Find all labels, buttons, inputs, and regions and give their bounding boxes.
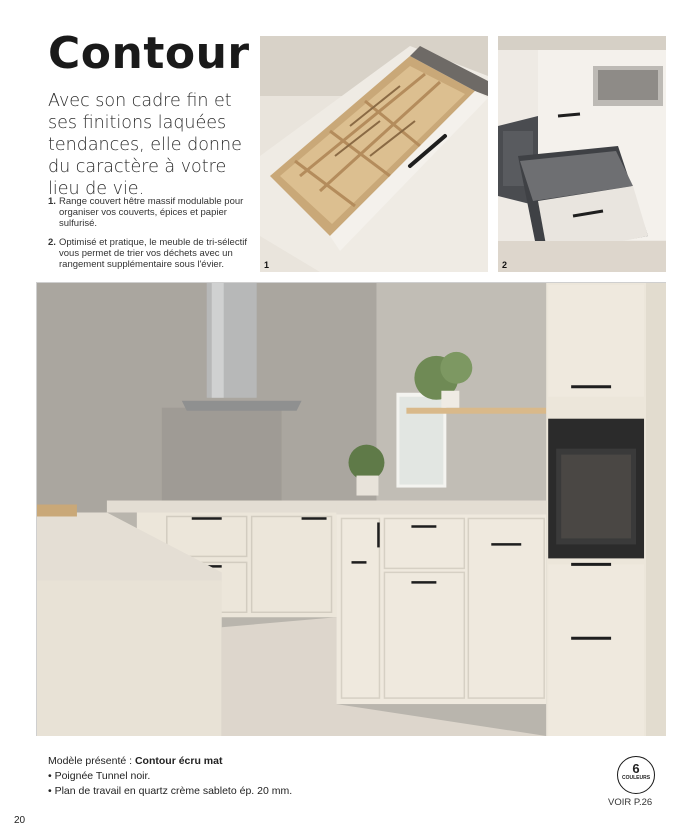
colors-badge [617, 756, 655, 794]
feature-text: Optimisé et pratique, le meuble de tri-sélectif vous permet de trier vos déchets avec un rangement supplémentaire sous l'évier. [59, 237, 247, 270]
feature-item [48, 237, 258, 270]
feature-list [48, 196, 258, 278]
feature-number: 1. [48, 196, 56, 207]
caption-bullet: • Poignée Tunnel noir. [48, 770, 151, 782]
feature-number: 2. [48, 237, 56, 248]
photo-number: 1 [264, 260, 270, 270]
photo-waste-drawer [498, 36, 666, 272]
photo-number: 2 [502, 260, 508, 270]
model-line [48, 754, 292, 769]
photo-cutlery-drawer [260, 36, 488, 272]
see-page-link[interactable]: VOIR P.26 [608, 797, 653, 808]
feature-item [48, 196, 258, 229]
page-title: Contour [48, 28, 250, 79]
page-number: 20 [14, 815, 26, 826]
model-prefix: Modèle présenté : [48, 755, 135, 767]
intro-text: Avec son cadre fin et ses finitions laquées tendances, elle donne du caractère à votre lieu de vie. [48, 91, 242, 199]
model-caption [48, 754, 292, 799]
photo-kitchen [36, 282, 666, 736]
model-name: Contour écru mat [134, 755, 223, 767]
colors-count: 6 [632, 761, 640, 776]
colors-label: COULEURS [621, 775, 651, 781]
caption-bullet: • Plan de travail en quartz crème sableto ép. 20 mm. [48, 785, 293, 797]
feature-text: Range couvert hêtre massif modulable pour organiser vos couverts, épices et papier sulfurisé. [59, 196, 244, 229]
